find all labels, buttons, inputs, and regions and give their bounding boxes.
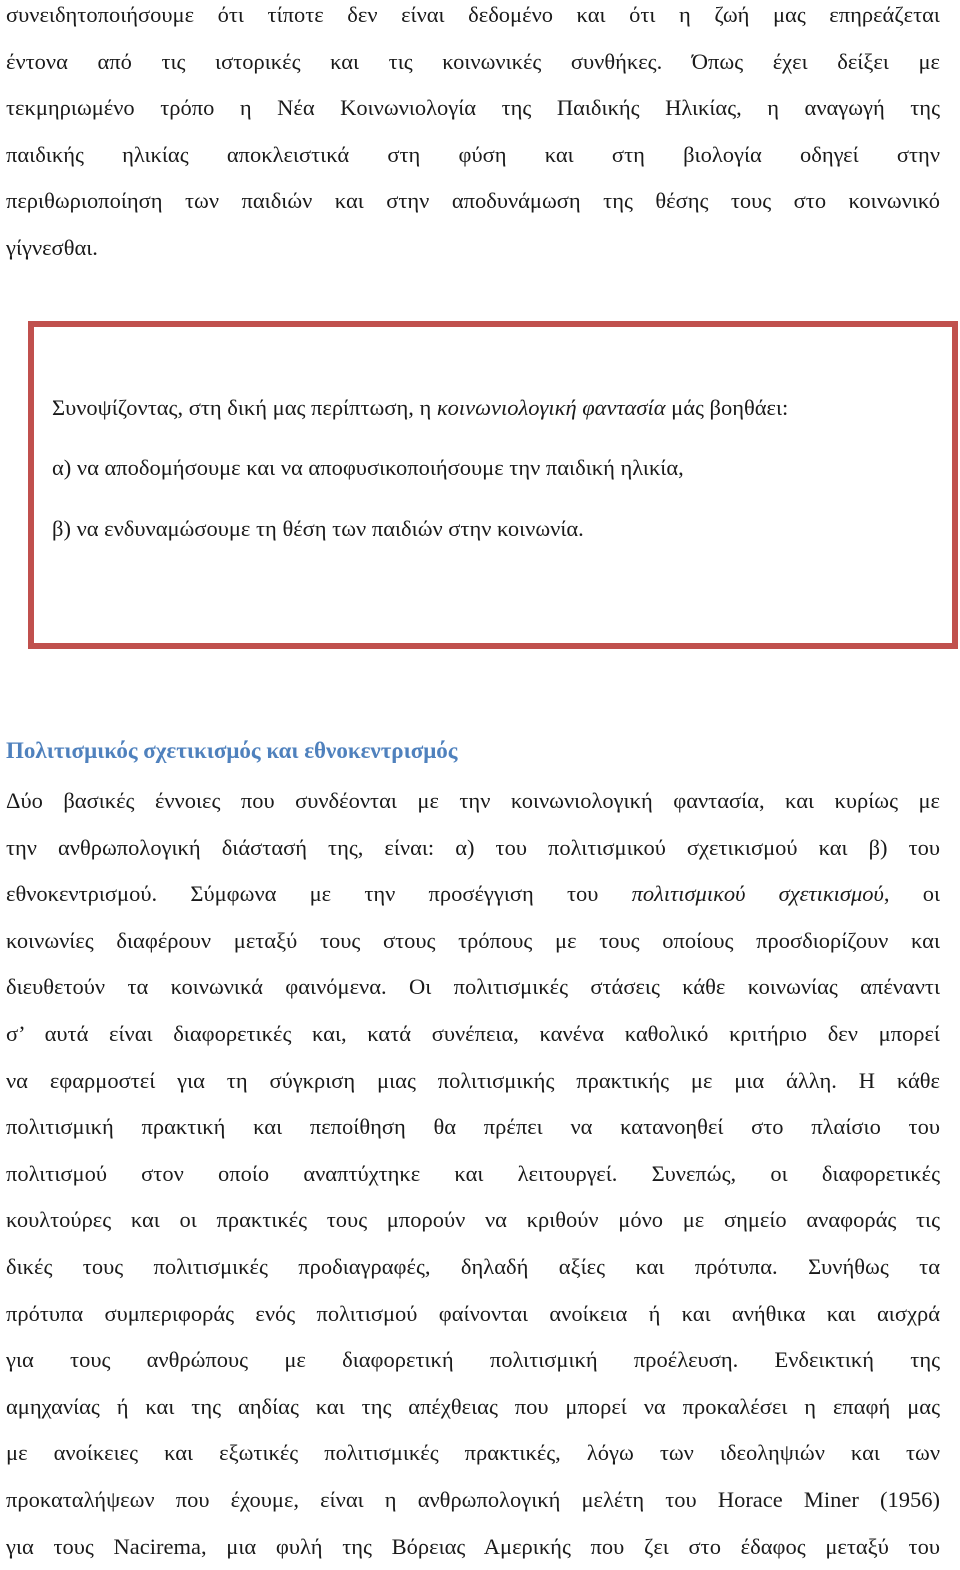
section-body-line: πρότυπα συμπεριφοράς ενός πολιτισμού φαίνονται ανοίκεια ή και ανήθικα και αισχρά — [6, 1291, 940, 1338]
section-body-line: πολιτισμού στον οποίο αναπτύχτηκε και λειτουργεί. Συνεπώς, οι διαφορετικές — [6, 1151, 940, 1198]
summary-point-b: β) να ενδυναμώσουμε τη θέση των παιδιών στην κοινωνία. — [52, 516, 584, 542]
section-body-line: κοινωνίες διαφέρουν μεταξύ τους στους τρόπους με τους οποίους προσδιορίζουν και — [6, 918, 940, 965]
section-body-line: για τους Nacirema, μια φυλή της Βόρειας Αμερικής που ζει στο έδαφος μεταξύ του — [6, 1524, 940, 1570]
section-body-line: κουλτούρες και οι πρακτικές τους μπορούν να κριθούν μόνο με σημείο αναφοράς τις — [6, 1197, 940, 1244]
section-body-line: πολιτισμική πρακτική και πεποίθηση θα πρέπει να κατανοηθεί στο πλαίσιο του — [6, 1104, 940, 1151]
section-body-line: για τους ανθρώπους με διαφορετική πολιτισμική προέλευση. Ενδεικτική της — [6, 1337, 940, 1384]
section-body-line — [6, 871, 940, 918]
section-body-line: δικές τους πολιτισμικές προδιαγραφές, δηλαδή αξίες και πρότυπα. Συνήθως τα — [6, 1244, 940, 1291]
intro-line: έντονα από τις ιστορικές και τις κοινωνικές συνθήκες. Όπως έχει δείξει με — [6, 39, 940, 86]
section-body-line: σ’ αυτά είναι διαφορετικές και, κατά συνέπεια, κανένα καθολικό κριτήριο δεν μπορεί — [6, 1011, 940, 1058]
section-body-line: διευθετούν τα κοινωνικά φαινόμενα. Οι πολιτισμικές στάσεις κάθε κοινωνίας απέναντι — [6, 964, 940, 1011]
summary-line-intro — [52, 395, 788, 421]
section-body-line: να εφαρμοστεί για τη σύγκριση μιας πολιτισμικής πρακτικής με μια άλλη. Η κάθε — [6, 1058, 940, 1105]
section-body-line: με ανοίκειες και εξωτικές πολιτισμικές πρακτικές, λόγω των ιδεοληψιών και των — [6, 1430, 940, 1477]
intro-line: παιδικής ηλικίας αποκλειστικά στη φύση και στη βιολογία οδηγεί στην — [6, 132, 940, 179]
summary-point-a: α) να αποδομήσουμε και να αποφυσικοποιήσουμε την παιδική ηλικία, — [52, 455, 684, 481]
section-body-line: αμηχανίας ή και της αηδίας και της απέχθειας που μπορεί να προκαλέσει η επαφή μας — [6, 1384, 940, 1431]
body-text: , οι — [884, 881, 940, 906]
section-body-line: Δύο βασικές έννοιες που συνδέονται με την κοινωνιολογική φαντασία, και κυρίως με — [6, 778, 940, 825]
summary-box — [28, 321, 958, 649]
intro-line: γίγνεσθαι. — [6, 225, 940, 272]
section-body-line: την ανθρωπολογική διάστασή της, είναι: α) του πολιτισμικού σχετικισμού και β) του — [6, 825, 940, 872]
intro-paragraph — [6, 0, 940, 271]
intro-line: περιθωριοποίηση των παιδιών και στην αποδυνάμωση της θέσης τους στο κοινωνικό — [6, 178, 940, 225]
intro-line: συνειδητοποιήσουμε ότι τίποτε δεν είναι δεδομένο και ότι η ζωή μας επηρεάζεται — [6, 0, 940, 39]
summary-text: μάς βοηθάει: — [666, 395, 789, 420]
section-heading: Πολιτισμικός σχετικισμός και εθνοκεντρισμός — [6, 738, 458, 764]
summary-italic-term: κοινωνιολογική φαντασία — [437, 395, 666, 420]
section-body-paragraph — [6, 778, 940, 1570]
summary-text: Συνοψίζοντας, στη δική μας περίπτωση, η — [52, 395, 437, 420]
body-italic-term: πολιτισμικού σχετικισμού — [632, 881, 884, 906]
intro-line: τεκμηριωμένο τρόπο η Νέα Κοινωνιολογία της Παιδικής Ηλικίας, η αναγωγή της — [6, 85, 940, 132]
section-body-line: προκαταλήψεων που έχουμε, είναι η ανθρωπολογική μελέτη του Horace Miner (1956) — [6, 1477, 940, 1524]
body-text: εθνοκεντρισμού. Σύμφωνα με την προσέγγιση του — [6, 881, 632, 906]
